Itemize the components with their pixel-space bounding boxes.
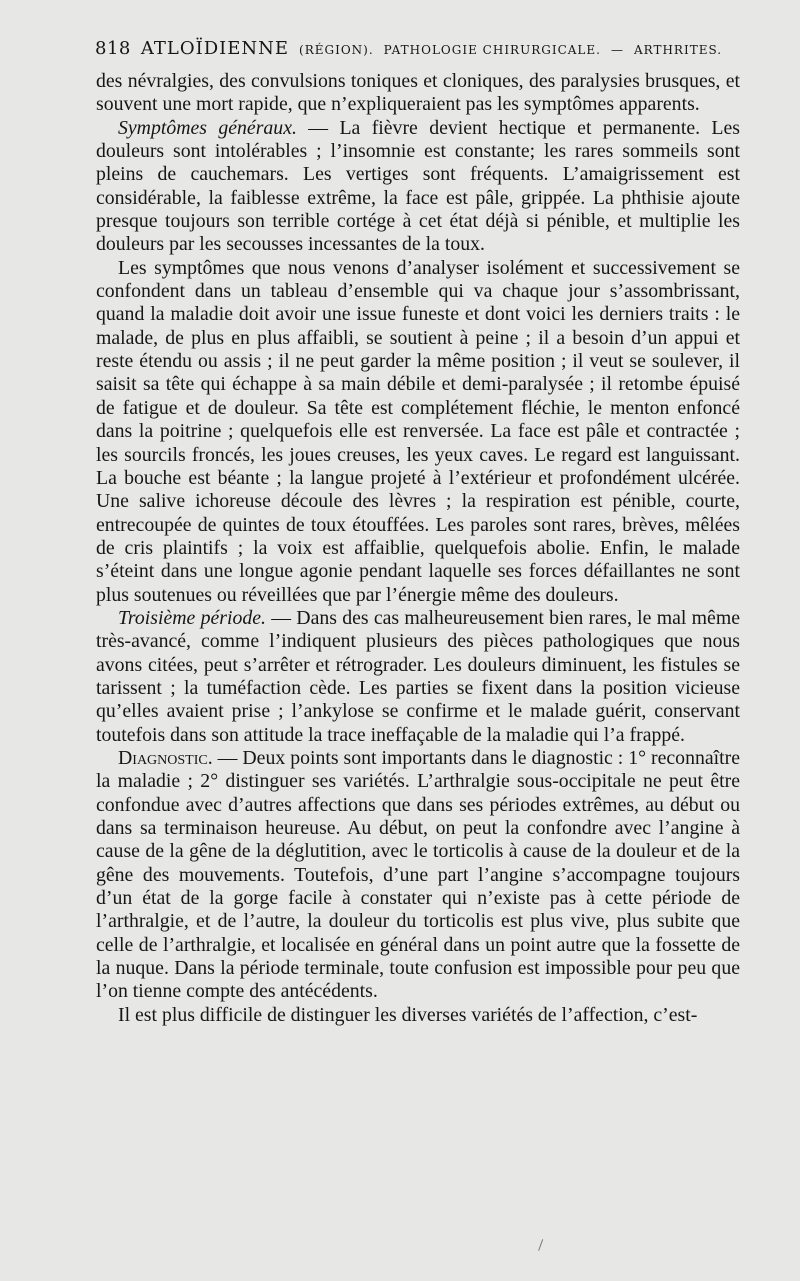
header-dash: — xyxy=(610,43,624,57)
paragraph-text: Les symptômes que nous venons d’analyser isolément et successivement se confondent dans un tableau d’ensemble qui va chaque jour s’assombrissant, quand la maladie doit avoir une issue funeste et dont voici les derniers traits : le malade, de plus en plus affaibli, se soutient à peine ; il a besoin d’un appui et reste étendu ou assis ; il ne peut garder la même position ; il veut se soulever, il saisit sa tête qui échappe à sa main débile et demi-paralysée ; il retombe épuisé de fatigue et de douleur. Sa tête est complétement fléchie, le menton enfoncé dans la poitrine ; quelquefois elle est renversée. La face est pâle et contractée ; les sourcils froncés, les joues creuses, les yeux caves. Le regard est languissant. La bouche est béante ; la langue projeté à l’extérieur et profondément ulcérée. Une salive ichoreuse découle des lèvres ; la respiration est pénible, courte, entrecoupée de quintes de toux étouffées. Les paroles sont rares, brèves, mêlées de cris plaintifs ; la voix est affaiblie, quelquefois abolie. Enfin, le malade s’éteint dans une longue agonie pendant laquelle ses forces défaillantes ne sont plus soutenues ou réveillées que par l’énergie même des douleurs. xyxy=(96,256,740,606)
paragraph-troisieme-periode xyxy=(96,607,740,747)
paragraph-3 xyxy=(96,257,740,607)
running-header xyxy=(95,38,745,59)
paragraph-text: des névralgies, des convulsions toniques et cloniques, des paralysies brusques, et souvent une mort rapide, que n’expliqueraient pas les symptômes apparents. xyxy=(96,70,740,116)
paragraph-symptomes-generaux xyxy=(96,117,740,257)
page-body xyxy=(96,70,740,1027)
paragraph-heading: Symptômes généraux. xyxy=(118,116,297,139)
paragraph-6 xyxy=(96,1004,740,1027)
paragraph-text: Il est plus difficile de distinguer les diverses variétés de l’affection, c’est- xyxy=(118,1003,698,1026)
header-title: ATLOÏDIENNE xyxy=(140,38,290,59)
header-section: PATHOLOGIE CHIRURGICALE. xyxy=(383,43,601,57)
paragraph-text: — La fièvre devient hectique et permanente. Les douleurs sont intolérables ; l’insomnie est constante; les rares sommeils sont pleins de cauchemars. Les vertiges sont fréquents. L’amaigrissement est considérable, la faiblesse extrême, la face est pâle, grippée. La phthisie ajoute presque toujours son terrible cortége à cet état déjà si pénible, et multiplie les douleurs par les secousses incessantes de la toux. xyxy=(96,116,740,256)
paragraph-heading: Troisième période. xyxy=(118,606,266,629)
paragraph-diagnostic xyxy=(96,747,740,1004)
paragraph-text: — Deux points sont importants dans le diagnostic : 1° reconnaître la maladie ; 2° distinguer ses variétés. L’arthralgie sous-occipitale ne peut être confondue avec d’autres affections que dans ses périodes extrêmes, au début ou dans sa terminaison heureuse. Au début, on peut la confondre avec l’angine à cause de la gêne de la déglutition, avec le torticolis à cause de la douleur et de la gêne des mouvements. Toutefois, d’une part l’angine s’accompagne toujours d’un état de la gorge facile à constater qui n’existe pas à cette période de l’arthralgie, et de l’autre, la douleur du torticolis est plus vive, plus subite que celle de l’arthralgie, et localisée en général dans un point autre que la fossette de la nuque. Dans la période terminale, toute confusion est impossible pour peu que l’on tienne compte des antécédents. xyxy=(96,746,740,1003)
paragraph-1 xyxy=(96,70,740,117)
paragraph-heading: Diagnostic. xyxy=(118,746,213,769)
page-mark xyxy=(538,1239,549,1253)
header-region: (RÉGION). xyxy=(299,43,374,57)
paragraph-text: — Dans des cas malheureusement bien rares, le mal même très-avancé, comme l’indiquent plusieurs des pièces pathologiques que nous avons citées, peut s’arrêter et rétrograder. Les douleurs diminuent, les fistules se tarissent ; la tuméfaction cède. Les parties se fixent dans la position vicieuse qu’elles avaient prise ; l’ankylose se confirme et le malade guérit, conservant toutefois dans son attitude la trace ineffaçable de la maladie qui l’a frappé. xyxy=(96,606,740,746)
page-number: 818 xyxy=(95,38,131,59)
header-topic: ARTHRITES. xyxy=(633,43,723,57)
